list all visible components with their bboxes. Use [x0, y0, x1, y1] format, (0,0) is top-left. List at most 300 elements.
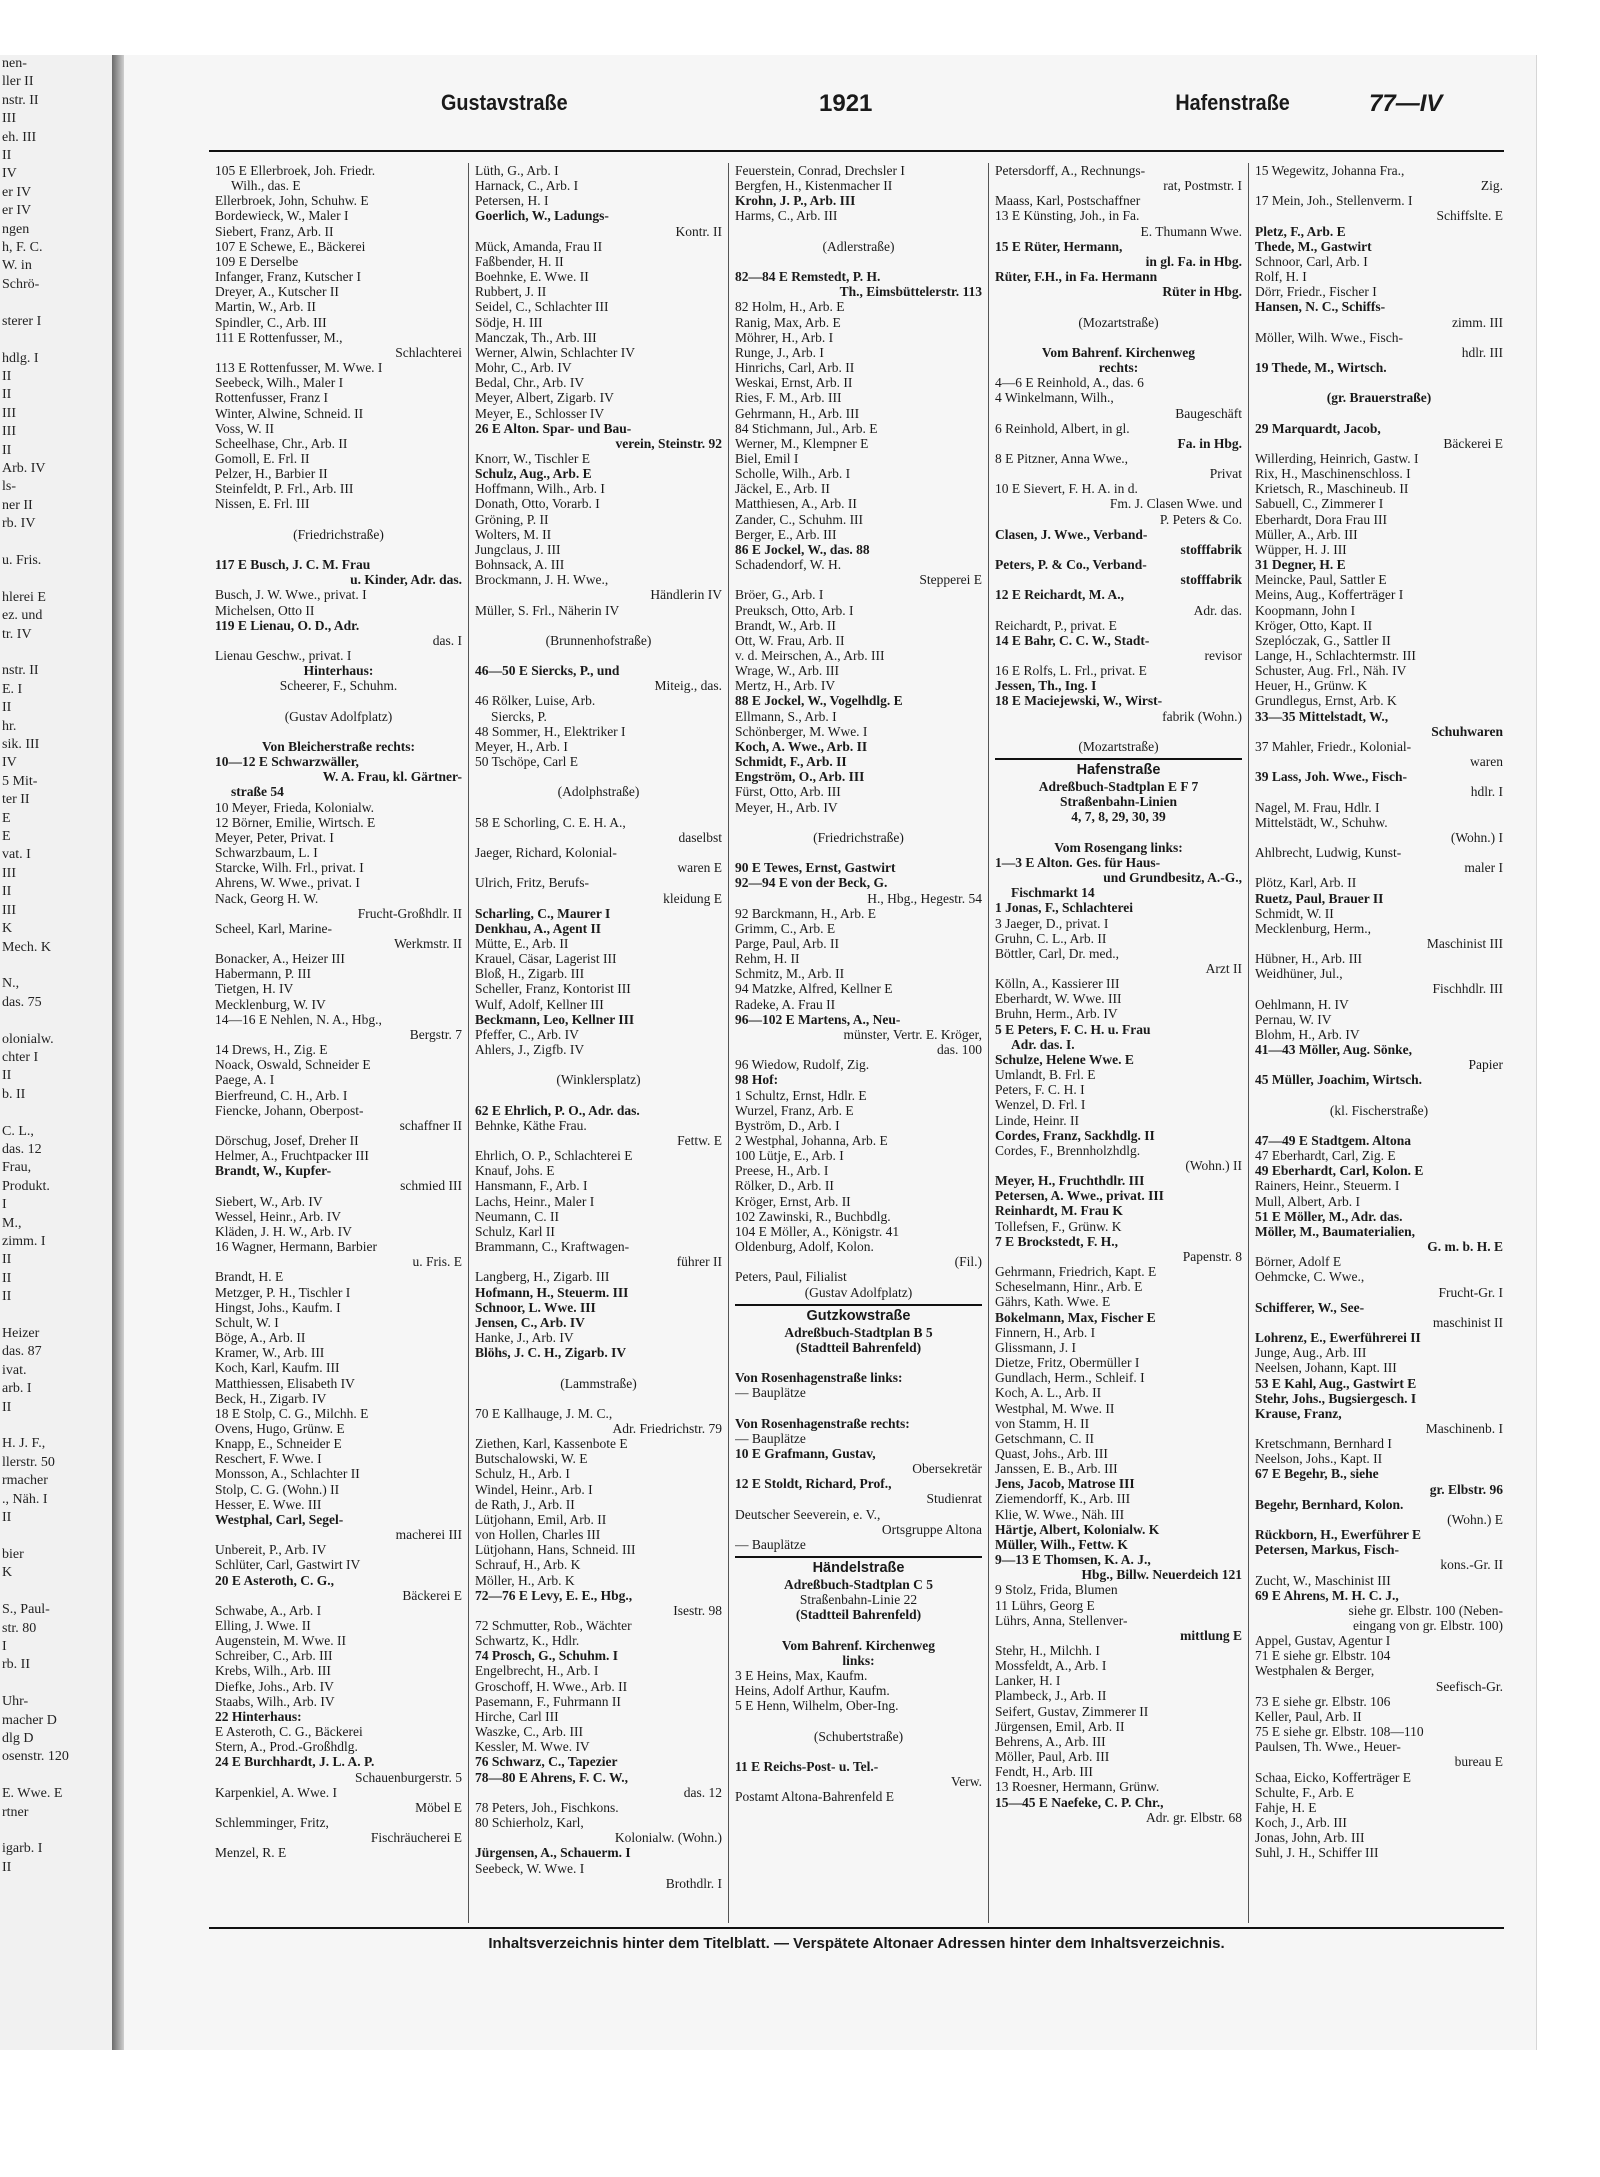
directory-entry-line: 41—43 Möller, Aug. Sönke,	[1255, 1042, 1413, 1058]
directory-entry-line: Harms, C., Arb. III	[735, 208, 838, 224]
directory-entry-line: Scheller, Franz, Kontorist III	[475, 981, 631, 997]
directory-entry-line: Paulsen, Th. Wwe., Heuer-	[1255, 1739, 1401, 1755]
directory-entry-line: Wüpper, H. J. III	[1255, 541, 1347, 557]
directory-entry-line: Zig.	[1480, 178, 1503, 194]
directory-entry-line: Tollefsen, F., Grünw. K	[995, 1218, 1122, 1234]
directory-entry-line: Gährs, Kath. Wwe. E	[995, 1294, 1111, 1310]
directory-entry-line	[215, 512, 462, 527]
facing-page-line: llerstr. 50	[2, 1454, 55, 1470]
directory-entry-line: Möller, M., Baumaterialien,	[1255, 1223, 1415, 1239]
directory-entry-line: 4, 7, 8, 29, 30, 39	[1071, 809, 1166, 825]
directory-entry-line: Feuerstein, Conrad, Drechsler I	[735, 163, 905, 178]
directory-entry-line	[995, 825, 1242, 840]
directory-entry-line: Hoffmann, Wilh., Arb. I	[475, 481, 605, 497]
directory-entry-line: Von Rosenhagenstraße links:	[735, 1370, 903, 1386]
directory-entry-line: Adreßbuch-Stadtplan B 5	[784, 1324, 933, 1340]
directory-entry-line: 119 E Lienau, O. D., Adr.	[215, 617, 360, 633]
facing-page-line: macher D	[2, 1712, 57, 1728]
directory-entry-line: und Grundbesitz, A.-G.,	[1103, 870, 1242, 886]
directory-entry-line: Nack, Georg H. W.	[215, 890, 319, 906]
directory-entry-line: 111 E Rottenfusser, M.,	[215, 329, 343, 345]
directory-entry-line: Habermann, P. III	[215, 966, 311, 982]
directory-entry-line: rat, Postmstr. I	[1163, 178, 1242, 194]
directory-entry-line: Vom Rosengang links:	[1054, 839, 1183, 855]
directory-entry-line: Papier	[1468, 1057, 1503, 1073]
directory-entry-line: Schrauf, H., Arb. K	[475, 1557, 581, 1573]
directory-entry-line: Isestr. 98	[673, 1602, 722, 1618]
directory-entry-line: fabrik (Wohn.)	[1162, 708, 1242, 724]
directory-entry-line: Karpenkiel, A. Wwe. I	[215, 1784, 337, 1800]
directory-entry-line: Westphal, M. Wwe. II	[995, 1400, 1115, 1416]
directory-entry-line: das. 100	[937, 1042, 982, 1058]
directory-entry-line: Seifert, Gustav, Zimmerer II	[995, 1703, 1149, 1719]
footer-rule	[209, 1927, 1504, 1929]
directory-entry-line: E. Thumann Wwe.	[1140, 223, 1242, 239]
directory-entry-line: waren E	[677, 860, 722, 876]
directory-entry-line	[735, 224, 982, 239]
directory-entry-line: Krauel, Cäsar, Lagerist III	[475, 951, 617, 967]
directory-entry-line: 15 E Rüter, Hermann,	[995, 238, 1123, 254]
column-4	[989, 163, 1249, 1923]
directory-entry-line: Werkmstr. II	[394, 935, 462, 951]
directory-entry-line: 86 E Jockel, W., das. 88	[735, 541, 870, 557]
directory-entry-line: Winter, Alwine, Schneid. II	[215, 405, 364, 421]
directory-entry-line: Dörschug, Josef, Dreher II	[215, 1133, 359, 1148]
facing-page-line: das. 87	[2, 1344, 42, 1360]
directory-entry-line: stofffabrik	[1180, 541, 1242, 557]
directory-entry-line: Ott, W. Frau, Arb. II	[735, 632, 845, 648]
directory-entry-line: Gehrmann, Friedrich, Kapt. E	[995, 1264, 1157, 1280]
directory-entry-line: Kessler, M. Wwe. IV	[475, 1739, 590, 1755]
directory-entry-line: Engström, O., Arb. III	[735, 769, 865, 785]
directory-entry-line: Maschinenb. I	[1425, 1420, 1503, 1436]
directory-entry-line: siehe gr. Elbstr. 100 (Neben-	[1348, 1602, 1503, 1618]
directory-entry-line: Neelsen, Johann, Kapt. III	[1255, 1360, 1397, 1376]
directory-entry-line: Bruhn, Herm., Arb. IV	[995, 1006, 1118, 1022]
facing-page-line: ., Näh. I	[2, 1491, 48, 1507]
directory-entry-line: Schult, W. I	[215, 1314, 279, 1330]
directory-entry-line: Jürgensen, Emil, Arb. II	[995, 1718, 1125, 1734]
directory-entry-line: Werner, Alwin, Schlachter IV	[475, 344, 635, 360]
directory-entry-line: Behnke, Käthe Frau.	[475, 1117, 587, 1133]
facing-page-line: II	[2, 1399, 12, 1415]
directory-entry-line: mittlung E	[1180, 1627, 1242, 1643]
directory-entry-line: Starcke, Wilh. Frl., privat. I	[215, 860, 364, 876]
directory-entry-line	[735, 845, 982, 860]
directory-entry-line: Meins, Aug., Kofferträger I	[1255, 587, 1404, 603]
directory-entry-line: Gomoll, E. Frl. II	[215, 450, 310, 466]
facing-page-line: K	[2, 1565, 13, 1581]
directory-entry-line: Schifferer, W., See-	[1255, 1299, 1365, 1315]
directory-entry-line: — Bauplätze	[735, 1536, 806, 1552]
directory-entry-line: 14—16 E Nehlen, N. A., Hbg.,	[215, 1011, 382, 1027]
directory-entry-line: 47 Eberhardt, Carl, Zig. E	[1255, 1148, 1396, 1164]
directory-entry-line: Wessel, Heinr., Arb. IV	[215, 1208, 342, 1224]
directory-entry-line: Frucht-Gr. I	[1438, 1284, 1503, 1300]
facing-page-line: rmacher	[2, 1473, 48, 1489]
facing-page-line	[0, 534, 112, 552]
directory-entry-line: 10—12 E Schwarzwäller,	[215, 754, 359, 770]
directory-entry-line: Bloß, H., Zigarb. III	[475, 966, 585, 982]
directory-entry-line: Schulz, Karl II	[475, 1223, 555, 1239]
directory-entry-line: Cordes, Franz, Sackhdlg. II	[995, 1127, 1155, 1143]
directory-entry-line: Schmidt, F., Arb. II	[735, 754, 847, 770]
directory-entry-line: waren	[1470, 754, 1503, 770]
directory-entry-line: Th., Eimsbüttelerstr. 113	[839, 284, 982, 300]
directory-entry-line: Ulrich, Fritz, Berufs-	[475, 875, 589, 891]
directory-entry-line: Miteig., das.	[654, 678, 722, 694]
facing-page-line: II	[2, 368, 12, 384]
directory-entry-line: Brandt, H. E	[215, 1269, 284, 1285]
facing-page-line	[0, 957, 112, 975]
directory-entry-line: 104 E Möller, A., Königstr. 41	[735, 1223, 900, 1239]
directory-entry-line: 94 Matzke, Alfred, Kellner E	[735, 981, 893, 997]
directory-entry-line: Gröning, P. II	[475, 511, 549, 527]
facing-page-line: Heizer	[2, 1326, 40, 1342]
directory-entry-line: 90 E Tewes, Ernst, Gastwirt	[735, 860, 896, 876]
facing-page-line: E	[2, 810, 11, 826]
directory-entry-line: Plötz, Karl, Arb. II	[1255, 875, 1357, 891]
directory-entry-line: hdlr. I	[1470, 784, 1503, 800]
directory-entry-line: (Brunnenhofstraße)	[545, 632, 652, 648]
directory-entry-line: Blöhs, J. C. H., Zigarb. IV	[475, 1345, 627, 1361]
directory-entry-line: Koch, J., Arb. III	[1255, 1815, 1347, 1831]
directory-entry-line: 92—94 E von der Beck, G.	[735, 875, 888, 891]
facing-page-line	[0, 1012, 112, 1030]
directory-entry-line: Koch, A. L., Arb. II	[995, 1385, 1102, 1401]
directory-entry-line: Södje, H. III	[475, 314, 543, 330]
facing-page-line: E. I	[2, 681, 23, 697]
directory-entry-line: 78—80 E Ahrens, F. C. W.,	[475, 1769, 629, 1785]
directory-entry-line: Voss, W. II	[215, 420, 275, 436]
directory-entry-line: Schlemminger, Fritz,	[215, 1815, 329, 1831]
directory-entry-line: 9 Stolz, Frida, Blumen	[995, 1582, 1118, 1598]
facing-page-line: S., Paul-	[2, 1602, 50, 1618]
directory-entry-line: Knapp, E., Schneider E	[215, 1436, 342, 1452]
directory-entry-line: Dietze, Fritz, Obermüller I	[995, 1355, 1140, 1371]
directory-entry-line: Krohn, J. P., Arb. III	[735, 193, 856, 209]
directory-entry-line: Koopmann, John I	[1255, 602, 1356, 618]
page-number: 77—IV	[1369, 90, 1443, 117]
directory-entry-line: Möller, Wilh. Wwe., Fisch-	[1255, 329, 1404, 345]
directory-entry-line: Jungclaus, J. III	[475, 541, 561, 557]
directory-entry-line: Möhrer, H., Arb. I	[735, 329, 834, 345]
directory-entry-line: 10 E Grafmann, Gustav,	[735, 1445, 876, 1461]
directory-entry-line: Papenstr. 8	[1182, 1248, 1242, 1264]
directory-entry-line: 9—13 E Thomsen, K. A. J.,	[995, 1552, 1151, 1568]
directory-entry-line: Begehr, Bernhard, Kolon.	[1255, 1496, 1404, 1512]
directory-entry-line: 46—50 E Siercks, P., und	[475, 663, 620, 679]
directory-entry-line: 26 E Alton. Spar- und Bau-	[475, 420, 632, 436]
directory-entry-line: rechts:	[1098, 360, 1139, 376]
directory-entry-line: 48 Sommer, H., Elektriker I	[475, 723, 626, 739]
directory-entry-line: Adr. Friedrichstr. 79	[612, 1420, 722, 1436]
directory-entry-line: Krebs, Wilh., Arb. III	[215, 1663, 331, 1679]
directory-entry-line: Denkhau, A., Agent II	[475, 920, 602, 936]
directory-entry-line: Bedal, Chr., Arb. IV	[475, 375, 585, 391]
directory-entry-line: Parge, Paul, Arb. II	[735, 935, 839, 951]
directory-entry-line	[215, 693, 462, 708]
directory-entry-line: Maass, Karl, Postschaffner	[995, 193, 1141, 209]
directory-entry-line: Sabuell, C., Zimmerer I	[1255, 496, 1384, 512]
directory-entry-line	[215, 724, 462, 739]
directory-entry-line: Faßbender, H. II	[475, 253, 564, 269]
directory-entry-line: (Fil.)	[954, 1254, 982, 1270]
facing-page-line: nstr. II	[2, 92, 39, 108]
directory-entry-line	[995, 330, 1242, 345]
facing-page-line: 5 Mit-	[2, 773, 38, 789]
directory-entry-line: Knauf, Johs. E	[475, 1163, 555, 1179]
directory-entry-line: Von Rosenhagenstraße rechts:	[735, 1415, 910, 1431]
directory-entry-line: Dörr, Friedr., Fischer I	[1255, 284, 1377, 300]
facing-page-line: ller II	[2, 74, 34, 90]
directory-entry-line: Adr. gr. Elbstr. 68	[1145, 1809, 1242, 1825]
facing-page-line: hdlg. I	[2, 350, 39, 366]
directory-entry-line: 71 E siehe gr. Elbstr. 104	[1255, 1648, 1391, 1664]
directory-entry-line: Schaa, Eicko, Kofferträger E	[1255, 1769, 1412, 1785]
directory-entry-line: Janssen, E. B., Arb. III	[995, 1461, 1118, 1477]
directory-entry-line: Baugeschäft	[1175, 405, 1242, 421]
facing-page-line: sik. III	[2, 737, 40, 753]
directory-entry-line: — Bauplätze	[735, 1430, 806, 1446]
directory-entry-line: führer II	[676, 1254, 722, 1270]
directory-entry-line: Siebert, W., Arb. IV	[215, 1193, 323, 1209]
directory-entry-line: Boehnke, E. Wwe. II	[475, 269, 589, 285]
directory-entry-line: 107 E Schewe, E., Bäckerei	[215, 238, 366, 254]
directory-entry-line: Engelbrecht, H., Arb. I	[475, 1663, 599, 1679]
directory-entry-line: Fischhdlr. III	[1432, 981, 1503, 997]
directory-entry-line: 3 Jaeger, D., privat. I	[995, 915, 1109, 931]
facing-page-line: II	[2, 1859, 12, 1875]
directory-entry-line: Eberhardt, Dora Frau III	[1255, 511, 1387, 527]
directory-entry-line: Butschalowski, W. E	[475, 1451, 588, 1467]
directory-entry-line: Suhl, J. H., Schiffer III	[1255, 1845, 1379, 1861]
directory-entry-line: Jens, Jacob, Matrose III	[995, 1476, 1135, 1492]
directory-entry-line: 11 E Reichs-Post- u. Tel.-	[735, 1758, 879, 1774]
directory-entry-line: Böttler, Carl, Dr. med.,	[995, 945, 1119, 961]
directory-entry-line: 5 E Peters, F. C. H. u. Frau	[995, 1021, 1151, 1037]
facing-page-line: II	[2, 1270, 12, 1286]
directory-entry-line: Matthiessen, Elisabeth IV	[215, 1375, 355, 1391]
directory-entry-line: Bäckerei E	[402, 1587, 462, 1603]
directory-entry-line: Rubbert, J. II	[475, 284, 547, 300]
facing-page-fragment	[0, 55, 114, 2050]
directory-entry-line: Meyer, H., Fruchthdlr. III	[995, 1173, 1145, 1189]
directory-entry-line: 78 Peters, Joh., Fischkons.	[475, 1799, 619, 1815]
directory-entry-line: Heuer, H., Grünw. K	[1255, 678, 1368, 694]
directory-entry-line	[735, 254, 982, 269]
directory-entry-line: (Wohn.) E	[1447, 1511, 1503, 1527]
directory-entry-line: Berger, E., Arb. III	[735, 526, 837, 542]
directory-entry-line: Steinfeldt, P. Frl., Arb. III	[215, 481, 354, 497]
directory-entry-line: Pfeffer, C., Arb. IV	[475, 1026, 579, 1042]
directory-entry-line: W. A. Frau, kl. Gärtner-	[322, 769, 462, 785]
directory-entry-line: (Stadtteil Bahrenfeld)	[795, 1607, 922, 1623]
directory-entry-line: 45 Müller, Joachim, Wirtsch.	[1255, 1072, 1422, 1088]
directory-entry-line: Wurzel, Franz, Arb. E	[735, 1102, 854, 1118]
directory-entry-line: Oehlmann, H. IV	[1255, 996, 1349, 1012]
directory-entry-line: Von Bleicherstraße rechts:	[262, 738, 415, 754]
directory-entry-line: Fendt, H., Arb. III	[995, 1764, 1093, 1780]
directory-entry-line: Jäckel, E., Arb. II	[735, 481, 830, 497]
directory-entry-line: Lanker, H. I	[995, 1673, 1061, 1689]
directory-page	[124, 55, 1537, 2050]
directory-entry-line: Seebeck, Wilh., Maler I	[215, 375, 344, 391]
directory-entry-line: (Gustav Adolfplatz)	[284, 708, 393, 724]
directory-entry-line: 69 E Ahrens, M. H. C. J.,	[1255, 1587, 1399, 1603]
directory-entry-line: Blohm, H., Arb. IV	[1255, 1026, 1360, 1042]
directory-entry-line: G. m. b. H. E	[1427, 1239, 1503, 1255]
directory-entry-line: Lohrenz, E., Ewerführerei II	[1255, 1330, 1421, 1346]
facing-page-line	[0, 570, 112, 588]
directory-entry-line: Adr. das.	[1193, 602, 1242, 618]
directory-entry-line: 73 E siehe gr. Elbstr. 106	[1255, 1693, 1391, 1709]
directory-entry-line: Hansmann, F., Arb. I	[475, 1178, 588, 1194]
directory-entry-line: 33—35 Mittelstadt, W.,	[1255, 708, 1389, 724]
directory-entry-line: (Mozartstraße)	[1078, 738, 1159, 754]
directory-entry-line: Petersen, Markus, Fisch-	[1255, 1542, 1399, 1558]
directory-entry-line: Ziemendorff, K., Arb. III	[995, 1491, 1131, 1507]
directory-entry-line: Hinrichs, Carl, Arb. II	[735, 360, 855, 376]
directory-entry-line: Rüter, F.H., in Fa. Hermann	[995, 269, 1158, 285]
facing-page-line: Mech. K	[2, 939, 51, 955]
directory-entry-line: Maschinist III	[1426, 935, 1503, 951]
directory-entry-line: 11 Lührs, Georg E	[995, 1597, 1095, 1613]
street-heading: Hafenstraße	[995, 758, 1242, 779]
directory-entry-line: (Adolphstraße)	[557, 784, 640, 800]
directory-entry-line: Seefisch-Gr.	[1435, 1678, 1503, 1694]
directory-entry-line	[475, 1391, 722, 1406]
directory-entry-line: Bokelmann, Max, Fischer E	[995, 1309, 1156, 1325]
directory-entry-line: Knorr, W., Tischler E	[475, 450, 590, 466]
directory-entry-line: 39 Lass, Joh. Wwe., Fisch-	[1255, 769, 1408, 785]
directory-entry-line: Koch, Karl, Kaufm. III	[215, 1360, 340, 1376]
directory-entry-line: Bröer, G., Arb. I	[735, 587, 824, 603]
directory-entry-line: Kretschmann, Bernhard I	[1255, 1436, 1392, 1452]
directory-entry-line: Rolf, H. I	[1255, 269, 1307, 285]
directory-entry-line: Brammann, C., Kraftwagen-	[475, 1239, 630, 1255]
directory-entry-line: Rehm, H. II	[735, 951, 800, 967]
directory-entry-line: stofffabrik	[1180, 572, 1242, 588]
directory-entry-line: 18 E Maciejewski, W., Wirst-	[995, 693, 1163, 709]
directory-entry-line: 2 Westphal, Johanna, Arb. E	[735, 1133, 888, 1148]
directory-entry-line: 14 Drews, H., Zig. E	[215, 1042, 328, 1058]
directory-entry-line: Müller, Wilh., Fettw. K	[995, 1536, 1128, 1552]
facing-page-line: ivat.	[2, 1362, 27, 1378]
directory-entry-line: links:	[842, 1652, 875, 1668]
directory-entry-line: Oldenburg, Adolf, Kolon.	[735, 1239, 874, 1255]
directory-entry-line: 8 E Pitzner, Anna Wwe.,	[995, 450, 1129, 466]
directory-entry-line: Elling, J. Wwe. II	[215, 1618, 311, 1633]
directory-entry-line: Ruetz, Paul, Brauer II	[1255, 890, 1384, 906]
directory-entry-line: Ortsgruppe Altona	[881, 1521, 982, 1537]
directory-entry-line: Fa. in Hbg.	[1177, 435, 1242, 451]
directory-entry-line: Kröger, Ernst, Arb. II	[735, 1193, 851, 1209]
facing-page-line	[0, 1767, 112, 1785]
directory-entry-line: Rölker, D., Arb. II	[735, 1178, 834, 1194]
directory-entry-line: 29 Marquardt, Jacob,	[1255, 420, 1381, 436]
facing-page-line: arb. I	[2, 1381, 32, 1397]
directory-entry-line: Schnoor, Carl, Arb. I	[1255, 253, 1368, 269]
facing-page-line: III	[2, 111, 16, 127]
directory-entry-line	[735, 1744, 982, 1759]
directory-entry-line: 82 Holm, H., Arb. E	[735, 299, 845, 315]
directory-entry-line: in gl. Fa. in Hbg.	[1145, 253, 1242, 269]
directory-entry-line	[735, 1355, 982, 1370]
facing-page-line: III	[2, 405, 16, 421]
directory-entry-line: de Rath, J., Arb. II	[475, 1496, 575, 1512]
directory-entry-line: Bonacker, A., Heizer III	[215, 951, 345, 967]
directory-entry-line: Noack, Oswald, Schneider E	[215, 1057, 371, 1073]
directory-entry-line: Biel, Emil I	[735, 450, 799, 466]
directory-entry-line: Westphal, Carl, Segel-	[215, 1511, 344, 1527]
directory-entry-line: Ziethen, Karl, Kassenbote E	[475, 1436, 628, 1452]
directory-entry-line: Lachs, Heinr., Maler I	[475, 1193, 595, 1209]
directory-entry-line: Wolters, M. II	[475, 526, 552, 542]
facing-page-line: rb. IV	[2, 516, 36, 532]
directory-entry-line: Frucht-Großhdlr. II	[357, 905, 462, 921]
directory-entry-line: gr. Elbstr. 96	[1429, 1481, 1503, 1497]
directory-entry-line: Hingst, Johs., Kaufm. I	[215, 1299, 341, 1315]
directory-entry-line	[475, 648, 722, 663]
directory-entry-line: Augenstein, M. Wwe. II	[215, 1633, 346, 1649]
directory-entry-line: (gr. Brauerstraße)	[1326, 390, 1432, 406]
directory-entry-line: Heins, Adolf Arthur, Kaufm.	[735, 1683, 890, 1699]
directory-entry-line: macherei III	[395, 1527, 462, 1543]
directory-entry-line: Mohr, C., Arb. IV	[475, 360, 572, 376]
directory-entry-line: Privat	[1209, 466, 1242, 482]
facing-page-line: h, F. C.	[2, 240, 43, 256]
directory-entry-line: Hesser, E. Wwe. III	[215, 1496, 322, 1512]
directory-entry-line: Deutscher Seeverein, e. V.,	[735, 1506, 881, 1522]
directory-entry-line: von Hollen, Charles III	[475, 1527, 601, 1543]
directory-entry-line: 98 Hof:	[735, 1072, 779, 1088]
directory-entry-line: Werner, M., Klempner E	[735, 435, 869, 451]
directory-entry-line: Lange, H., Schlachtermstr. III	[1255, 648, 1416, 663]
directory-entry-line: Grimm, C., Arb. E	[735, 920, 836, 936]
directory-entry-line: Krause, Franz,	[1255, 1405, 1342, 1421]
directory-entry-line: Keller, Paul, Arb. II	[1255, 1708, 1362, 1724]
directory-entry-line: Krietsch, R., Maschineub. II	[1255, 481, 1409, 497]
directory-entry-line: 18 E Stolp, C. G., Milchh. E	[215, 1405, 369, 1421]
directory-entry-line: Händlerin IV	[650, 587, 722, 603]
facing-page-line: olonialw.	[2, 1031, 54, 1047]
directory-entry-line: 75 E siehe gr. Elbstr. 108—110	[1255, 1724, 1424, 1740]
directory-entry-line: Schwabe, A., Arb. I	[215, 1602, 322, 1618]
facing-page-line	[0, 1822, 112, 1840]
directory-entry-line: 17 Mein, Joh., Stellenverm. I	[1255, 193, 1413, 209]
directory-entry-line: 16 E Rolfs, L. Frl., privat. E	[995, 663, 1147, 679]
directory-entry-line: kleidung E	[663, 890, 722, 906]
directory-entry-line: 12 Börner, Emilie, Wirtsch. E	[215, 814, 376, 830]
facing-page-line	[0, 1307, 112, 1325]
directory-entry-line: Jessen, Th., Ing. I	[995, 678, 1097, 694]
directory-entry-line: Langberg, H., Zigarb. III	[475, 1269, 610, 1285]
directory-entry-line: Rüter in Hbg.	[1162, 284, 1242, 300]
directory-entry-line: Schuster, Aug. Frl., Näh. IV	[1255, 663, 1407, 679]
directory-entry-line: Martin, W., Arb. II	[215, 299, 316, 315]
directory-entry-line: Schmidt, W. II	[1255, 905, 1334, 921]
directory-entry-line: (Gustav Adolfplatz)	[804, 1284, 913, 1300]
directory-entry-line: Kröger, Otto, Kapt. II	[1255, 617, 1373, 633]
book-gutter	[112, 55, 124, 2050]
directory-entry-line: Bierfreund, C. H., Arb. I	[215, 1087, 348, 1103]
directory-entry-line: Gehrmann, H., Arb. III	[735, 405, 860, 421]
directory-entry-line: Pernau, W. IV	[1255, 1011, 1332, 1027]
facing-page-line: chter I	[2, 1049, 39, 1065]
directory-entry-line: Appel, Gustav, Agentur I	[1255, 1633, 1391, 1649]
directory-entry-line: Meyer, E., Schlosser IV	[475, 405, 605, 421]
